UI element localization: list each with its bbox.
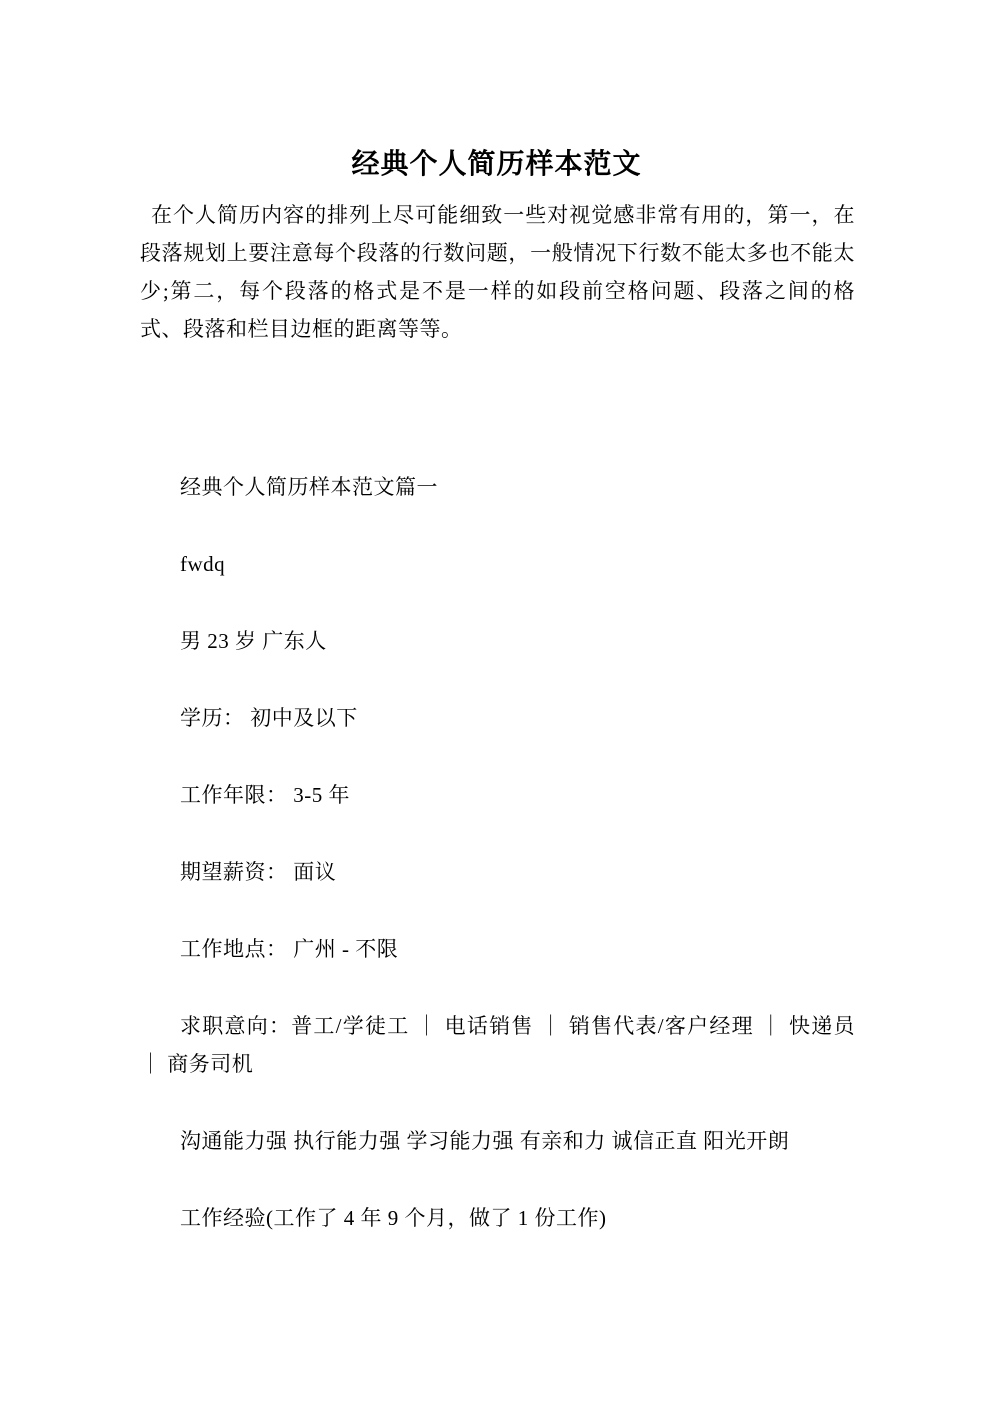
resume-line: 求职意向：普工/学徒工 ｜ 电话销售 ｜ 销售代表/客户经理 ｜ 快递员 ｜ 商务司机 — [140, 1014, 855, 1076]
resume-line: 男 23 岁 广东人 — [180, 629, 327, 653]
resume-line: 工作年限： 3-5 年 — [180, 783, 350, 807]
resume-line: 经典个人简历样本范文篇一 — [180, 475, 438, 499]
resume-entries — [0, 468, 993, 1237]
document-title: 经典个人简历样本范文 — [351, 149, 642, 180]
resume-line: 学历： 初中及以下 — [180, 706, 358, 730]
resume-line: 工作地点： 广州 - 不限 — [180, 937, 399, 961]
resume-line: 工作经验(工作了 4 年 9 个月，做了 1 份工作) — [180, 1206, 607, 1230]
resume-line: fwdq — [180, 552, 226, 576]
resume-line: 沟通能力强 执行能力强 学习能力强 有亲和力 诚信正直 阳光开朗 — [180, 1129, 790, 1153]
resume-line: 期望薪资： 面议 — [180, 860, 337, 884]
intro-paragraph: 在个人简历内容的排列上尽可能细致一些对视觉感非常有用的，第一，在段落规划上要注意每个段落的行数问题，一般情况下行数不能太多也不能太少;第二，每个段落的格式是不是一样的如段前空格问题、段落之间的格式、段落和栏目边框的距离等等。 — [140, 203, 855, 341]
